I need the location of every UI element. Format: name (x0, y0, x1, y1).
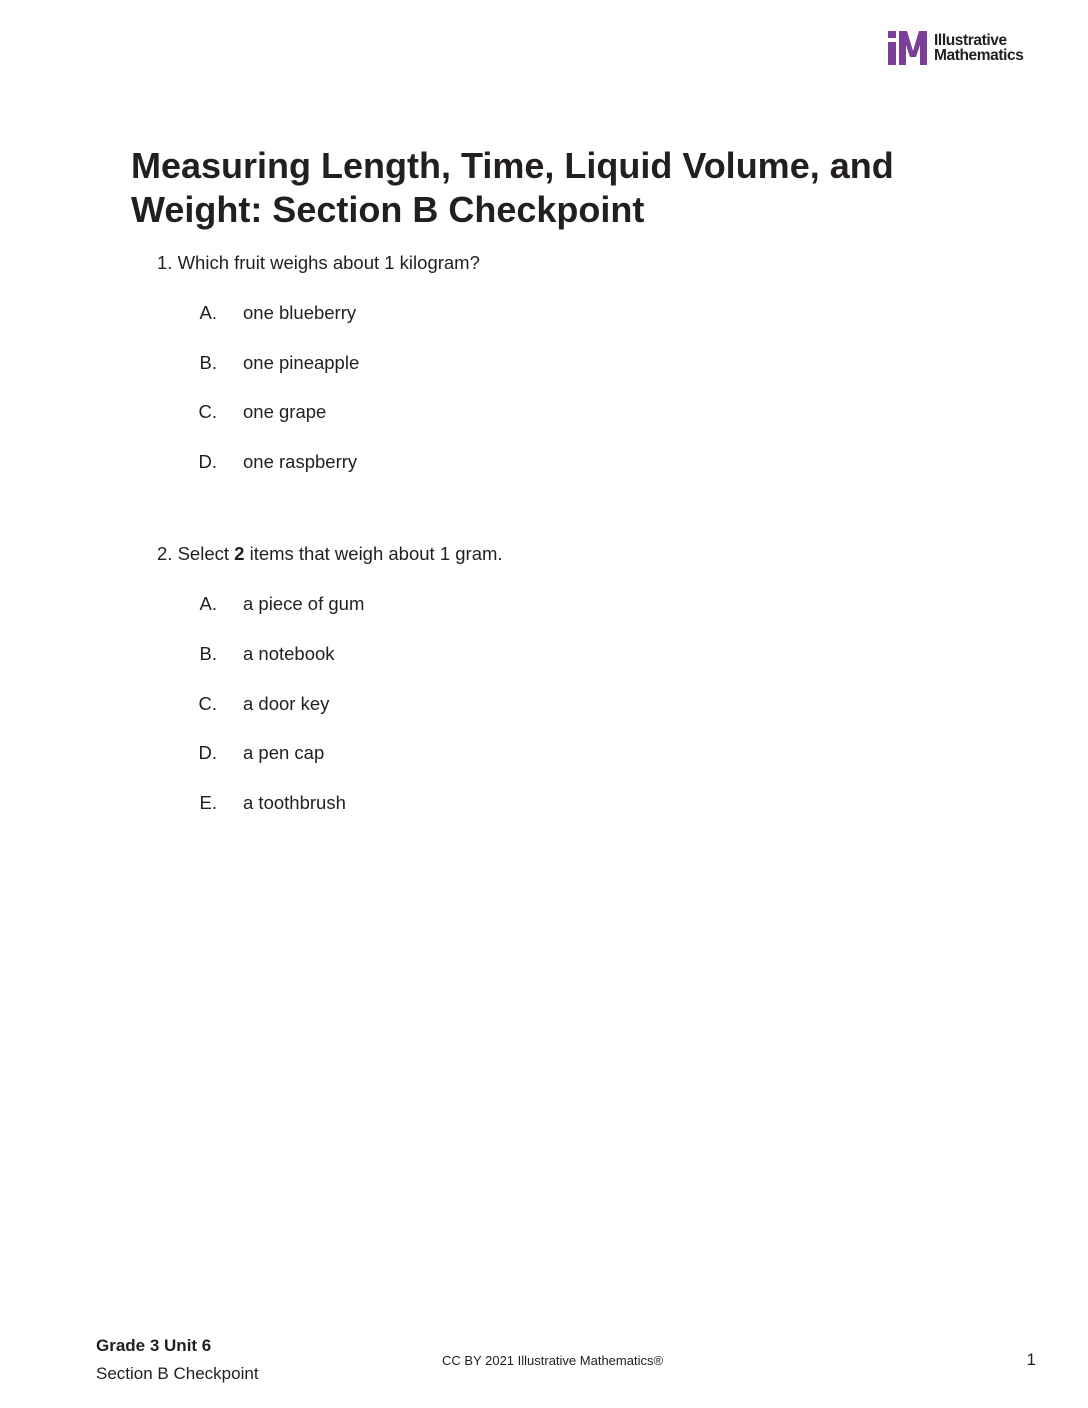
logo-line-2: Mathematics (934, 47, 1024, 64)
question-number: 1. (157, 252, 173, 273)
logo-wordmark (934, 33, 1024, 63)
option-text: one raspberry (243, 451, 358, 472)
option-text: a door key (243, 693, 330, 714)
question-text-pre: Select (177, 543, 229, 564)
question-count-emphasis: 2 (234, 543, 245, 564)
page-title: Measuring Length, Time, Liquid Volume, and Weight: Section B Checkpoint (131, 145, 894, 230)
option-text: a piece of gum (243, 593, 365, 614)
option-text: a toothbrush (243, 792, 346, 813)
option-letter: A. (199, 302, 217, 323)
logo-line-1: Illustrative (934, 32, 1007, 49)
page-number: 1 (1026, 1350, 1036, 1369)
option-letter: B. (199, 352, 217, 373)
option-text: a pen cap (243, 742, 325, 763)
question-number: 2. (157, 543, 173, 564)
question-text-post: items that weigh about 1 gram. (249, 543, 503, 564)
question-2-prompt (157, 542, 503, 566)
question-text: Which fruit weighs about 1 kilogram? (177, 252, 480, 273)
question-1-prompt (157, 251, 480, 275)
option-letter: C. (198, 693, 217, 714)
option-text: one pineapple (243, 352, 360, 373)
option-text: a notebook (243, 643, 335, 664)
option-letter: C. (198, 401, 217, 422)
option-letter: D. (198, 451, 217, 472)
option-text: one grape (243, 401, 327, 422)
footer-license: CC BY 2021 Illustrative Mathematics® (442, 1353, 664, 1368)
im-logo-icon (888, 31, 928, 65)
footer-section: Section B Checkpoint (96, 1364, 259, 1383)
option-text: one blueberry (243, 302, 357, 323)
option-letter: E. (199, 792, 217, 813)
option-letter: D. (198, 742, 217, 763)
option-letter: A. (199, 593, 217, 614)
illustrative-mathematics-logo (888, 30, 1024, 66)
footer-grade-unit: Grade 3 Unit 6 (96, 1336, 212, 1355)
option-letter: B. (199, 643, 217, 664)
